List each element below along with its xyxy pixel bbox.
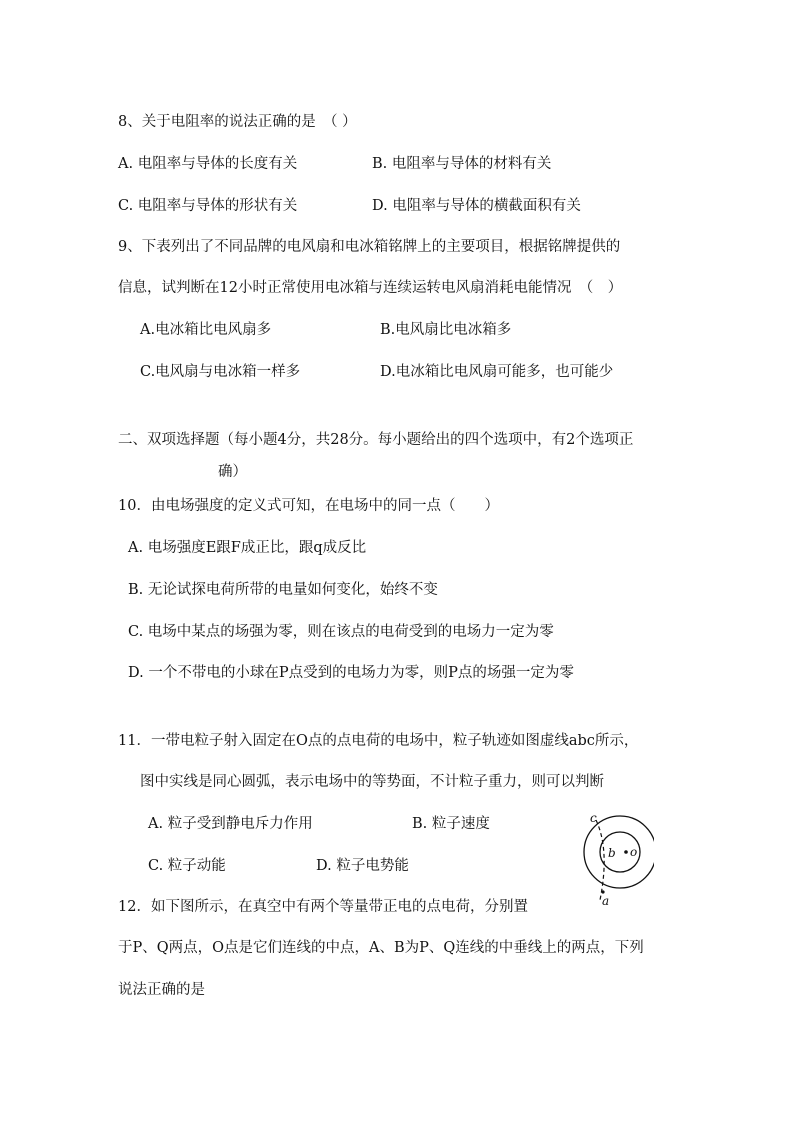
q12-stem-line3: 说法正确的是 [118, 982, 205, 998]
q9-stem-line2: 信息，试判断在12小时正常使用电冰箱与连续运转电风扇消耗电能情况 （ ） [118, 280, 623, 296]
q11-stem-line2: 图中实线是同心圆弧，表示电场中的等势面，不计粒子重力，则可以判断 [140, 774, 604, 790]
q12-stem-line2: 于P、Q两点，O点是它们连线的中点，A、B为P、Q连线的中垂线上的两点，下列 [118, 940, 644, 956]
q9-option-a: A.电冰箱比电风扇多 [140, 322, 272, 338]
q11-option-b: B. 粒子速度 [412, 816, 490, 832]
q11-stem-line1: 11．一带电粒子射入固定在O点的点电荷的电场中，粒子轨迹如图虚线abc所示， [118, 733, 639, 749]
q12-stem-line1: 12．如下图所示，在真空中有两个等量带正电的点电荷，分别置 [118, 899, 528, 915]
label-o: o [630, 845, 638, 859]
particle-trajectory-dashed [596, 820, 604, 900]
q10-option-d: D. 一个不带电的小球在P点受到的电场力为零，则P点的场强一定为零 [128, 665, 574, 681]
label-a: a [602, 894, 610, 908]
q8-option-b: B. 电阻率与导体的材料有关 [372, 156, 552, 172]
q9-stem-line1: 9、下表列出了不同品牌的电风扇和电冰箱铭牌上的主要项目，根据铭牌提供的 [118, 239, 621, 255]
q10-option-c: C. 电场中某点的场强为零，则在该点的电荷受到的电场力一定为零 [128, 624, 554, 640]
q11-option-d: D. 粒子电势能 [316, 858, 409, 874]
q8-option-d: D. 电阻率与导体的横截面积有关 [372, 198, 581, 214]
q9-option-c: C.电风扇与电冰箱一样多 [140, 364, 301, 380]
label-c: c [590, 811, 597, 825]
q8-stem: 8、关于电阻率的说法正确的是 （ ） [118, 114, 357, 130]
q11-option-c: C. 粒子动能 [148, 858, 226, 874]
q9-option-d: D.电冰箱比电风扇可能多，也可能少 [380, 364, 614, 380]
q10-stem: 10．由电场强度的定义式可知，在电场中的同一点（ ） [118, 498, 499, 514]
section-2-heading-line1: 二、双项选择题（每小题4分，共28分。每小题给出的四个选项中，有2个选项正 [118, 432, 634, 448]
point-charge-o-dot [624, 850, 628, 854]
q8-option-c: C. 电阻率与导体的形状有关 [118, 198, 298, 214]
q10-option-a: A. 电场强度E跟F成正比，跟q成反比 [128, 540, 367, 556]
label-b: b [608, 846, 616, 860]
outer-equipotential-circle [584, 816, 654, 888]
equipotential-figure [580, 804, 654, 908]
q8-option-a: A. 电阻率与导体的长度有关 [118, 156, 298, 172]
q11-option-a: A. 粒子受到静电斥力作用 [148, 816, 313, 832]
q10-option-b: B. 无论试探电荷所带的电量如何变化，始终不变 [128, 582, 438, 598]
q9-option-b: B.电风扇比电冰箱多 [380, 322, 512, 338]
section-2-heading-line2: 确） [218, 464, 247, 480]
